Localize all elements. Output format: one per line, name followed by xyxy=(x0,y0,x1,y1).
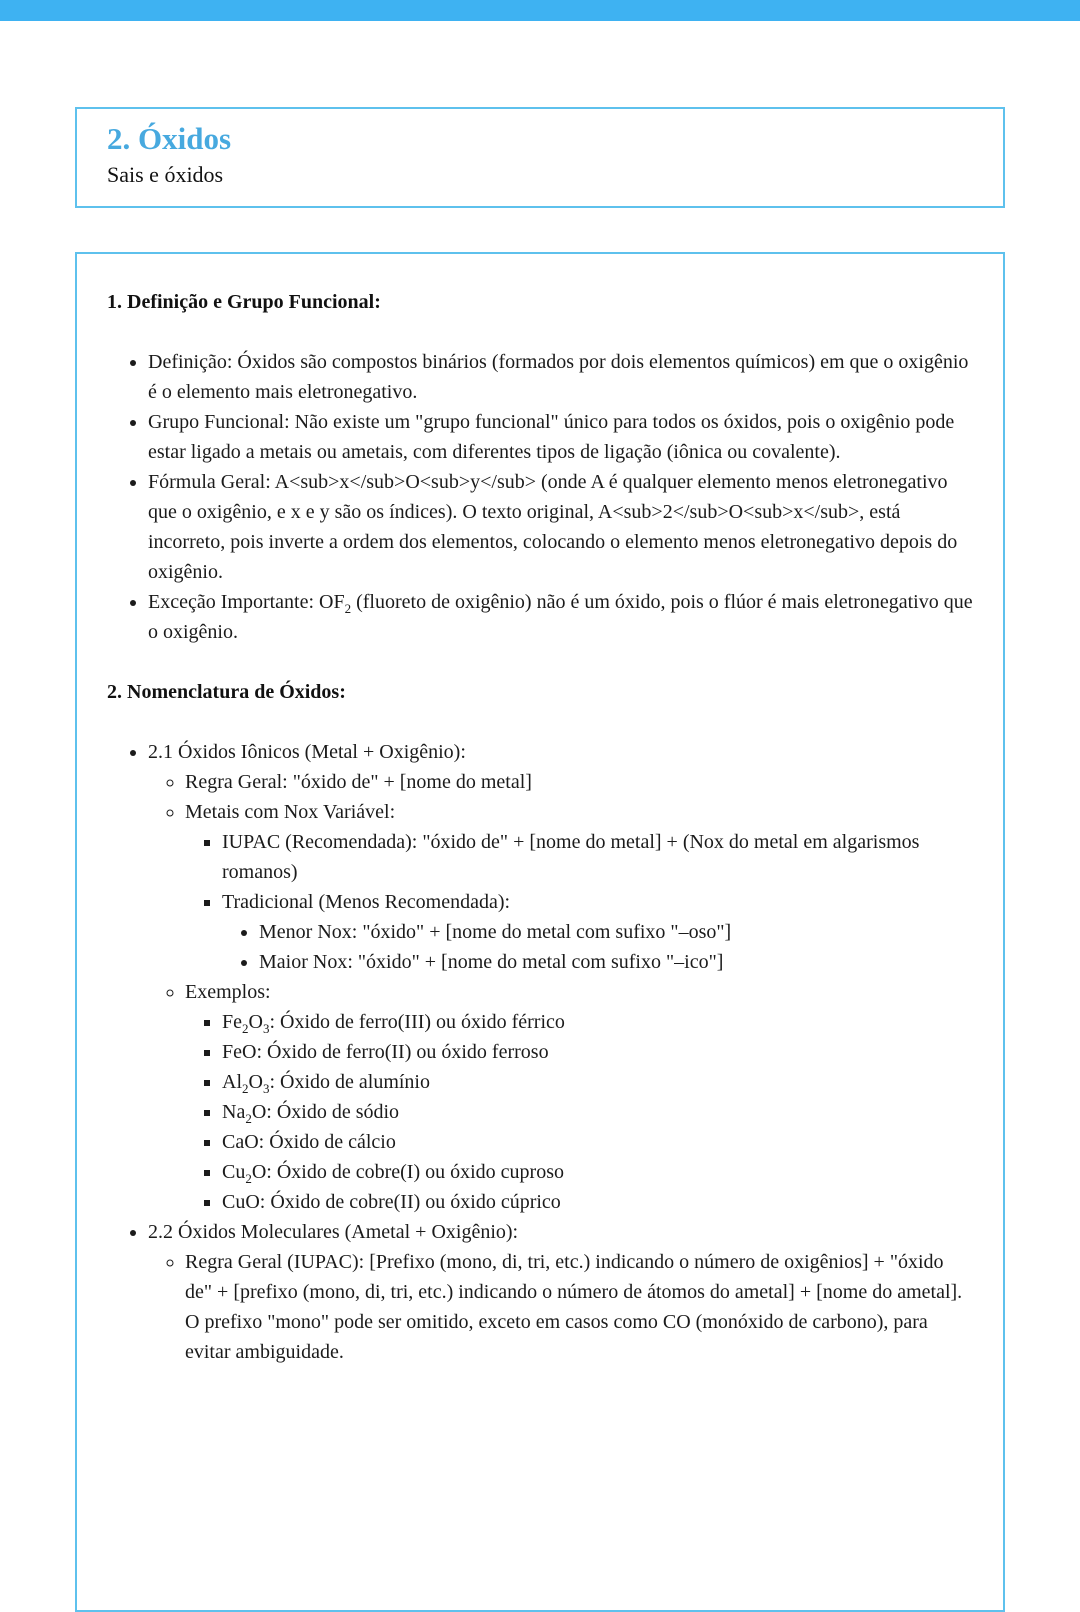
title-card xyxy=(75,107,1005,208)
list-item: ◦ Metais com Nox Variável: ▪ IUPAC (Recomendada): "óxido de" + [nome do metal] + (Nox do metal em algarismos romanos) ▪ Tradicional (Menos Recomendada): • Menor Nox: "óxido" + [nome do metal com sufixo "–oso"] • Maior Nox: "óxido" + [nome do metal com sufixo "–ico"] xyxy=(185,797,973,977)
bullet-list-level-1 xyxy=(148,1247,973,1367)
list-item: ◦ Regra Geral: "óxido de" + [nome do metal] xyxy=(185,767,973,797)
list-item: • Maior Nox: "óxido" + [nome do metal com sufixo "–ico"] xyxy=(259,947,973,977)
list-item: • 2.2 Óxidos Moleculares (Ametal + Oxigênio): ◦ Regra Geral (IUPAC): [Prefixo (mono, di, tri, etc.) indicando o número de oxigênios] + "óxido de" + [prefixo (mono, di, tri, etc.) indicando o número de átomos do ametal] + [nome do ametal]. O prefixo "mono" pode ser omitido, exceto em casos como CO (monóxido de carbono), para evitar ambiguidade. xyxy=(148,1217,973,1367)
list-item: • Fórmula Geral: A<sub>x</sub>O<sub>y</sub> (onde A é qualquer elemento menos eletronegativo que o oxigênio, e x e y são os índices). O texto original, A<sub>2</sub>O<sub>x</sub>, está incorreto, pois inverte a ordem dos elementos, colocando o elemento menos eletronegativo depois do oxigênio. xyxy=(148,467,973,587)
section-heading-1: 1. Definição e Grupo Funcional: xyxy=(107,291,381,313)
content-sections xyxy=(107,287,973,1367)
list-item: ◦ Regra Geral (IUPAC): [Prefixo (mono, di, tri, etc.) indicando o número de oxigênios] + "óxido de" + [prefixo (mono, di, tri, etc.) indicando o número de átomos do ametal] + [nome do ametal]. O prefixo "mono" pode ser omitido, exceto em casos como CO (monóxido de carbono), para evitar ambiguidade. xyxy=(185,1247,973,1367)
list-item: ▪ IUPAC (Recomendada): "óxido de" + [nome do metal] + (Nox do metal em algarismos romanos) xyxy=(222,827,973,887)
formula-subscript: 2 xyxy=(245,1171,252,1186)
bullet-list-level-2 xyxy=(185,1007,973,1217)
list-item: • Exceção Importante: $OF_2$ (fluoreto de oxigênio) não é um óxido, pois o flúor é mais eletronegativo que o oxigênio. xyxy=(148,587,973,647)
formula-subscript: 2 xyxy=(242,1081,249,1096)
bullet-list-level-0 xyxy=(107,737,973,1367)
list-item: ▪ $Fe_2O_3$: Óxido de ferro(III) ou óxido férrico xyxy=(222,1007,973,1037)
bullet-list-level-1 xyxy=(148,767,973,1217)
list-item: ▪ $Al_2O_3$: Óxido de alumínio xyxy=(222,1067,973,1097)
formula-subscript: 2 xyxy=(242,1021,249,1036)
list-item: ▪ $Na_2O$: Óxido de sódio xyxy=(222,1097,973,1127)
list-item: ▪ Tradicional (Menos Recomendada): • Menor Nox: "óxido" + [nome do metal com sufixo "–oso"] • Maior Nox: "óxido" + [nome do metal com sufixo "–ico"] xyxy=(222,887,973,977)
bullet-list-level-0 xyxy=(107,347,973,647)
list-item: ▪ FeO: Óxido de ferro(II) ou óxido ferroso xyxy=(222,1037,973,1067)
list-item: ▪ CaO: Óxido de cálcio xyxy=(222,1127,973,1157)
content-card xyxy=(75,252,1005,1612)
top-accent-bar xyxy=(0,0,1080,21)
list-item: • Grupo Funcional: Não existe um "grupo funcional" único para todos os óxidos, pois o oxigênio pode estar ligado a metais ou ametais, com diferentes tipos de ligação (iônica ou covalente). xyxy=(148,407,973,467)
page-title: 2. Óxidos xyxy=(107,121,232,156)
bullet-list-level-3 xyxy=(222,917,973,977)
bullet-list-level-2 xyxy=(185,827,973,977)
formula-subscript: 3 xyxy=(262,1021,270,1036)
formula-subscript: 2 xyxy=(344,601,352,616)
formula-subscript: 3 xyxy=(262,1081,270,1096)
list-item: • Definição: Óxidos são compostos binários (formados por dois elementos químicos) em que o oxigênio é o elemento mais eletronegativo. xyxy=(148,347,973,407)
list-item: ▪ CuO: Óxido de cobre(II) ou óxido cúprico xyxy=(222,1187,973,1217)
list-item: ▪ $Cu_2O$: Óxido de cobre(I) ou óxido cuproso xyxy=(222,1157,973,1187)
formula-subscript: 2 xyxy=(245,1111,252,1126)
list-item: • 2.1 Óxidos Iônicos (Metal + Oxigênio): ◦ Regra Geral: "óxido de" + [nome do metal] ◦ Metais com Nox Variável: ▪ IUPAC (Recomendada): "óxido de" + [nome do metal] + (Nox do metal em algarismos romanos) ▪ Tradicional (Menos Recomendada): • Menor Nox: "óxido" + [nome do metal com sufixo "–oso"] • Maior Nox: "óxido" + [nome do metal com sufixo "–ico"] ◦ Exemplos: ▪ $Fe_2O_3$: Óxido de ferro(III) ou óxido férrico ▪ FeO: Óxido de ferro(II) ou óxido ferroso ▪ $Al_2O_3$: Óxido de alumínio ▪ $Na_2O$: Óxido de sódio ▪ CaO: Óxido de cálcio ▪ $Cu_2O$: Óxido de cobre(I) ou óxido cuproso ▪ CuO: Óxido de cobre(II) ou óxido cúprico xyxy=(148,737,973,1217)
list-item: ◦ Exemplos: ▪ $Fe_2O_3$: Óxido de ferro(III) ou óxido férrico ▪ FeO: Óxido de ferro(II) ou óxido ferroso ▪ $Al_2O_3$: Óxido de alumínio ▪ $Na_2O$: Óxido de sódio ▪ CaO: Óxido de cálcio ▪ $Cu_2O$: Óxido de cobre(I) ou óxido cuproso ▪ CuO: Óxido de cobre(II) ou óxido cúprico xyxy=(185,977,973,1217)
section-heading-2: 2. Nomenclatura de Óxidos: xyxy=(107,681,346,703)
page-subtitle: Sais e óxidos xyxy=(107,162,224,187)
list-item: • Menor Nox: "óxido" + [nome do metal com sufixo "–oso"] xyxy=(259,917,973,947)
